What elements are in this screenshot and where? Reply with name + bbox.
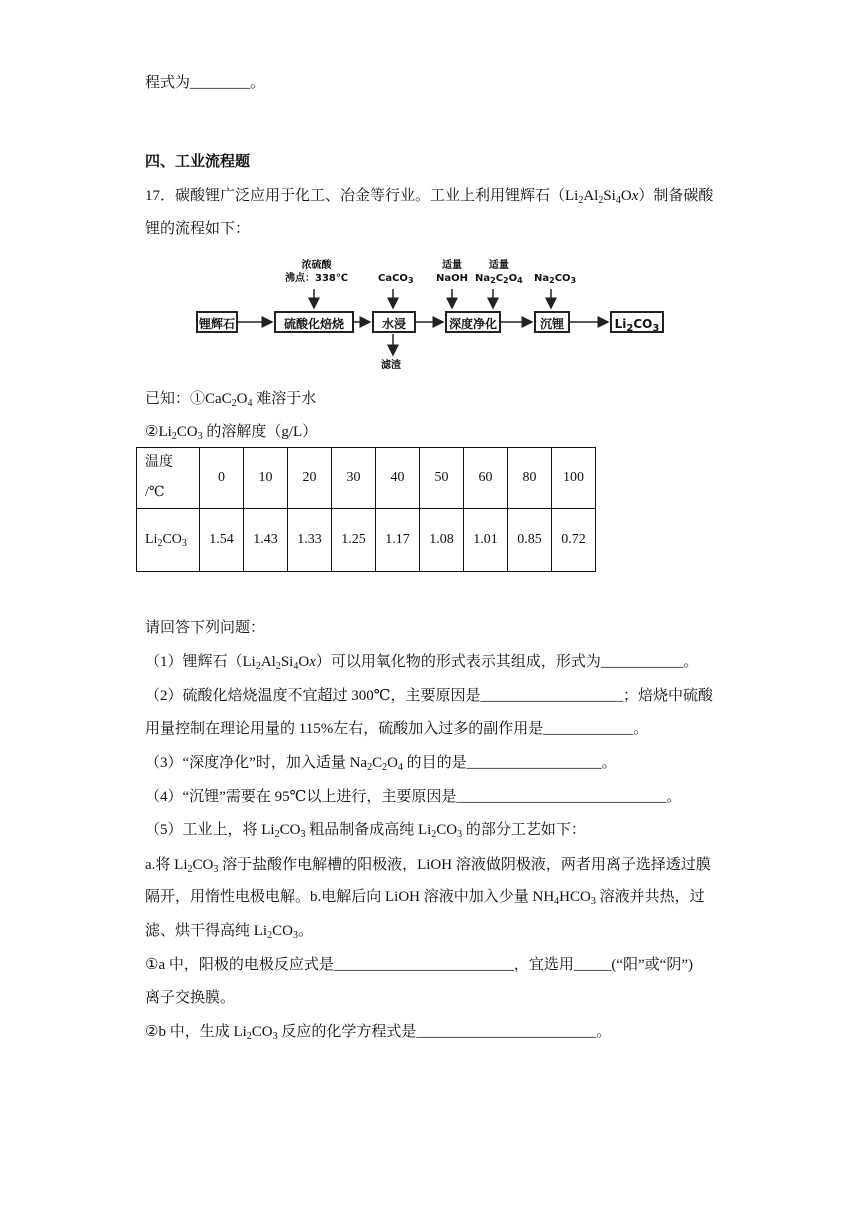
section-title: 四、工业流程题	[145, 154, 251, 170]
flow-arrows	[190, 255, 670, 380]
table-header-li2co3: $Li_2CO_3$	[137, 509, 200, 572]
table-cell: 40	[376, 448, 420, 509]
process-a-line1: a.将 $Li_2CO_3$ 溶于盐酸作电解槽的阳极液，LiOH 溶液做阴极液，两者用离子选择透过膜	[145, 857, 711, 875]
subquestion-1-cont: 离子交换膜。	[145, 990, 236, 1006]
known-1: 已知：$①CaC_2O_4$ 难溶于水	[145, 391, 317, 409]
table-cell: 1.01	[464, 509, 508, 572]
process-a-line3: 滤、烘干得高纯 $Li_2CO_3$。	[145, 923, 313, 941]
box-water-leaching: 水浸	[372, 311, 416, 333]
question-3: （3）“深度净化”时，加入适量 $Na_2C_2O_4$ 的目的是__________________。	[145, 755, 617, 773]
table-cell: 1.54	[200, 509, 244, 572]
table-cell: 1.08	[420, 509, 464, 572]
table-cell: 30	[332, 448, 376, 509]
table-cell: 10	[244, 448, 288, 509]
question-2-line2: 用量控制在理论用量的 115%左右，硫酸加入过多的副作用是____________。	[145, 721, 649, 737]
table-cell: 1.25	[332, 509, 376, 572]
reagent-conc-h2so4: 浓硫酸 沸点：338℃	[285, 260, 348, 284]
table-cell: 1.33	[288, 509, 332, 572]
reagent-caco3: CaCO$_3$	[378, 273, 414, 285]
solubility-table	[136, 447, 596, 572]
question-5: （5）工业上，将 $Li_2CO_3$ 粗品制备成高纯 $Li_2CO_3$ 的部分工艺如下：	[145, 822, 586, 840]
table-cell: 1.17	[376, 509, 420, 572]
q17-stem-line2: 锂的流程如下：	[145, 221, 251, 237]
table-row-temperature	[137, 448, 596, 509]
table-cell: 100	[552, 448, 596, 509]
reagent-na2co3: $Na_2CO_3$	[534, 273, 577, 285]
reagent-na2c2o4: 适量 $Na_2C_2O_4$	[475, 260, 523, 285]
table-cell: 60	[464, 448, 508, 509]
question-1: （1）锂辉石$(Li_2Al_2Si_4Ox)$可以用氧化物的形式表示其组成，形式为___________。	[145, 654, 699, 672]
q17-stem-line1: 17．碳酸锂广泛应用于化工、冶金等行业。工业上利用锂辉石$(Li_2Al_2Si_4Ox)$制备碳酸	[145, 188, 714, 206]
table-row-solubility	[137, 509, 596, 572]
box-product: $Li_2CO_3$	[610, 311, 664, 333]
box-spodumene: 锂辉石	[196, 311, 238, 333]
process-a-line2: 隔开，用惰性电极电解。b.电解后向 LiOH 溶液中加入少量 $NH_4HCO_3$ 溶液并共热，过	[145, 889, 705, 907]
reagent-naoh: 适量 NaOH	[436, 260, 468, 284]
process-flow-diagram	[190, 255, 670, 380]
box-deep-purification: 深度净化	[445, 311, 501, 333]
table-cell: 0	[200, 448, 244, 509]
table-cell: 0.85	[508, 509, 552, 572]
box-sulfation-roasting: 硫酸化焙烧	[274, 311, 354, 333]
questions-intro: 请回答下列问题：	[145, 620, 266, 636]
box-lithium-precipitation: 沉锂	[534, 311, 570, 333]
table-cell: 20	[288, 448, 332, 509]
table-cell: 1.43	[244, 509, 288, 572]
question-4: （4）“沉锂”需要在 95℃以上进行，主要原因是____________________________。	[145, 789, 682, 805]
previous-question-tail: 程式为________。	[145, 75, 266, 91]
known-2: $②Li_2CO_3$ 的溶解度（g/L）	[145, 424, 318, 442]
subquestion-1: ①a 中，阳极的电极反应式是________________________，宜选用_____(“阳”或“阴”)	[145, 957, 693, 973]
table-header-temperature: 温度 /℃	[137, 448, 200, 509]
question-2-line1: （2）硫酸化焙烧温度不宜超过 300℃，主要原因是___________________；焙烧中硫酸	[145, 688, 714, 704]
residue-label: 滤渣	[381, 360, 401, 371]
table-cell: 80	[508, 448, 552, 509]
table-cell: 50	[420, 448, 464, 509]
table-cell: 0.72	[552, 509, 596, 572]
subquestion-2: ②b 中，生成 $Li_2CO_3$ 反应的化学方程式是________________________。	[145, 1024, 612, 1042]
